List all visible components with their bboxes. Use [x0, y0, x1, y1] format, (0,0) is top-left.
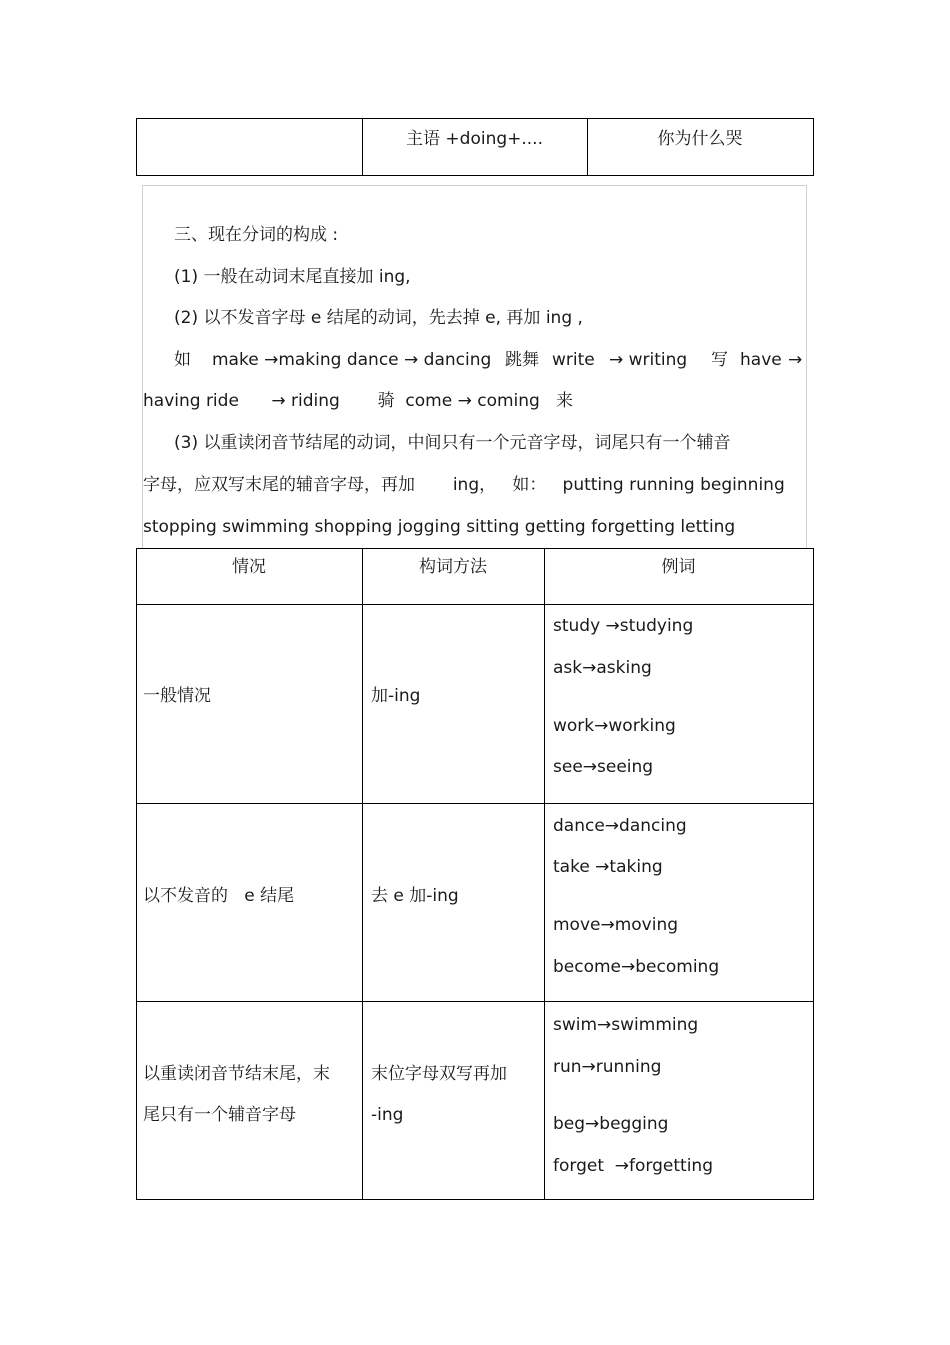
rule-2: (2) 以不发音字母 e 结尾的动词，先去掉 e, 再加 ing , [174, 308, 583, 328]
example-token: have [740, 350, 782, 370]
row-3-example: swim→swimming [553, 1015, 699, 1035]
row-1-example: see→seeing [553, 757, 654, 777]
row-2-example: move→moving [553, 915, 679, 935]
row-1-case: 一般情况 [143, 686, 211, 706]
row-2-example: dance→dancing [553, 816, 687, 836]
rule-3-line-1: (3) 以重读闭音节结尾的动词，中间只有一个元音字母，词尾只有一个辅音 [174, 433, 731, 453]
top-table-cell-example: 你为什么哭 [657, 129, 743, 149]
row-2-method: 去 e 加-ing [371, 886, 459, 906]
example-token: 跳舞 [505, 350, 539, 370]
rule-3-line-2: 字母，应双写末尾的辅音字母，再加 ing， 如： putting running beginning [143, 475, 785, 495]
row-1-example: ask→asking [553, 658, 652, 678]
header-method: 构词方法 [419, 557, 487, 577]
example-token: → dancing [404, 350, 492, 370]
header-case: 情况 [232, 557, 266, 577]
header-examples: 例词 [661, 557, 696, 577]
example-token: → [788, 350, 803, 370]
row-3-example: run→running [553, 1057, 662, 1077]
row-3-method: 末位字母双写再加 [371, 1064, 507, 1084]
row-2-example: take →taking [553, 857, 663, 877]
top-table-cell-structure: 主语 +doing+.... [406, 129, 543, 149]
example-token: 写 [711, 350, 728, 370]
row-3-example: forget →forgetting [553, 1156, 713, 1176]
rule-3-line-3: stopping swimming shopping jogging sitting getting forgetting letting [143, 517, 736, 537]
row-1-example: study →studying [553, 616, 694, 636]
example-token: → writing [609, 350, 688, 370]
row-2-case: 以不发音的 e 结尾 [143, 886, 295, 906]
row-1-method: 加-ing [371, 686, 421, 706]
row-2-example: become→becoming [553, 957, 720, 977]
example-token: write [552, 350, 595, 370]
example-line-2: having ride → riding 骑 come → coming 来 [143, 391, 574, 411]
rule-1: (1) 一般在动词末尾直接加 ing, [174, 267, 411, 287]
row-3-example: beg→begging [553, 1114, 669, 1134]
row-1-example: work→working [553, 716, 676, 736]
row-3-case: 以重读闭音节结末尾，末 [143, 1064, 330, 1084]
row-3-method: -ing [371, 1105, 404, 1125]
row-3-case: 尾只有一个辅音字母 [143, 1105, 296, 1125]
example-token: 如 [174, 350, 191, 370]
example-token: make →making dance [212, 350, 399, 370]
section-heading: 三、现在分词的构成 : [174, 225, 339, 245]
